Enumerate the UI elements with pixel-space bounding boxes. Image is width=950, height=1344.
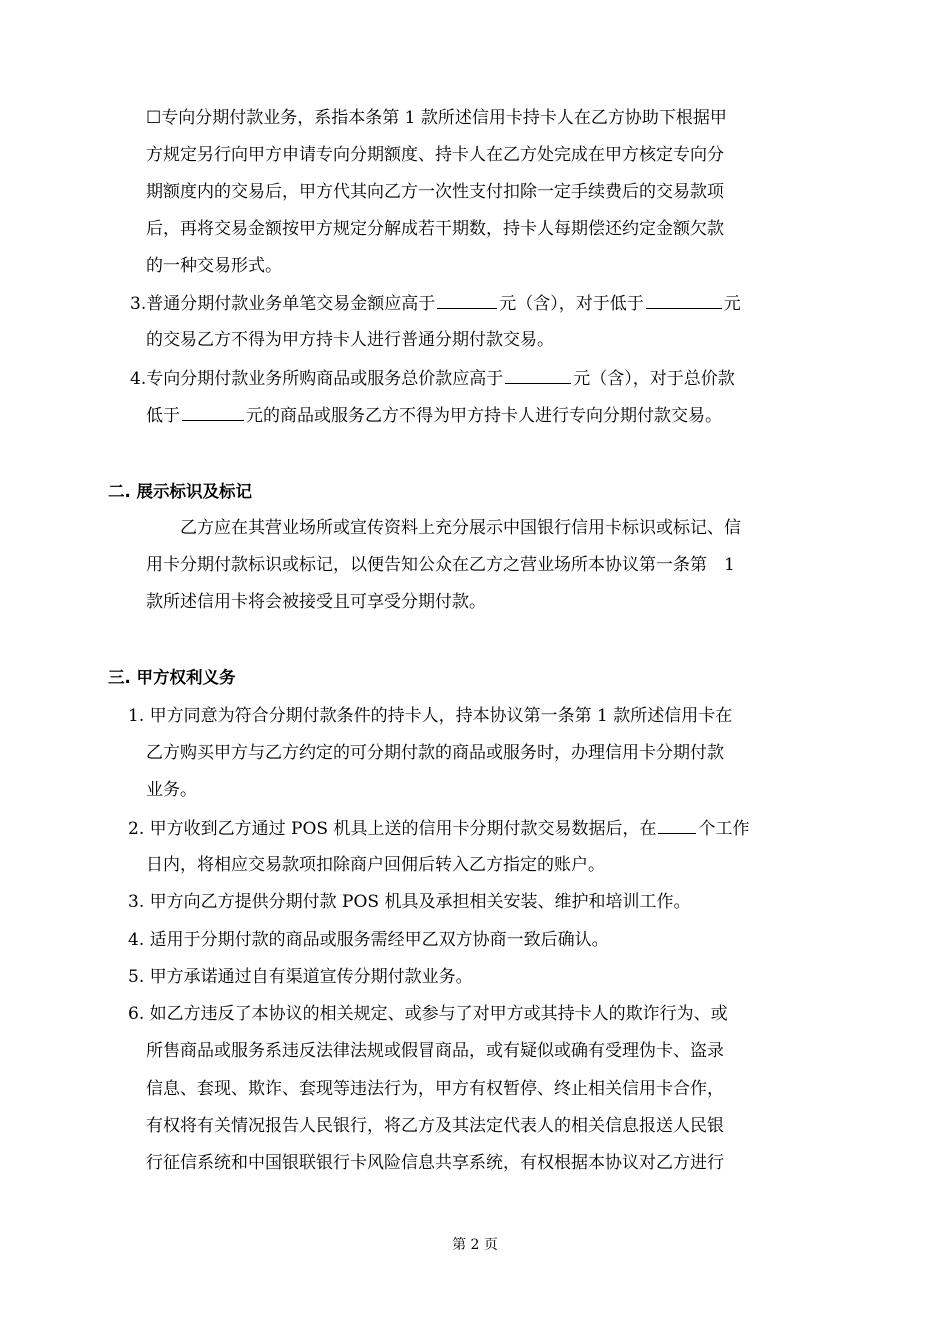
s3-item-6-line-4: 有权将有关情况报告人民银行，将乙方及其法定代表人的相关信息报送人民银 (146, 1116, 724, 1136)
item-number: 5. (128, 967, 145, 987)
item-3-line-2: 的交易乙方不得为甲方持卡人进行普通分期付款交易。 (146, 330, 554, 350)
item-number: 1. (128, 706, 145, 726)
special-installment-line-5: 的一种交易形式。 (146, 256, 282, 276)
s3-item-2-line-1: 2. 甲方收到乙方通过 POS 机具上送的信用卡分期付款交易数据后，在 个工作 (128, 816, 749, 841)
days-blank[interactable] (658, 816, 696, 834)
item-3-line-1: 3.普通分期付款业务单笔交易金额应高于 元（含），对于低于 元 (130, 291, 741, 316)
s3-item-1-line-1: 1. 甲方同意为符合分期付款条件的持卡人，持本协议第一条第 1 款所述信用卡在 (128, 706, 733, 726)
special-installment-line-3: 期额度内的交易后，甲方代其向乙方一次性支付扣除一定手续费后的交易款项 (146, 182, 724, 202)
item-4-line-2: 低于 元的商品或服务乙方不得为甲方持卡人进行专向分期付款交易。 (146, 403, 722, 428)
item-number: 3. (128, 892, 145, 912)
special-installment-line-2: 方规定另行向甲方申请专向分期额度、持卡人在乙方处完成在甲方核定专向分 (146, 145, 724, 165)
special-installment-line-4: 后，再将交易金额按甲方规定分解成若干期数，持卡人每期偿还约定金额欠款 (146, 219, 724, 239)
s3-item-1-line-3: 业务。 (146, 780, 197, 800)
s3-item-6-line-3: 信息、套现、欺诈、套现等违法行为，甲方有权暂停、终止相关信用卡合作， (146, 1079, 724, 1099)
item-number: 3. (130, 294, 147, 314)
section-2-line-2: 用卡分期付款标识或标记，以便告知公众在乙方之营业场所本协议第一条第 1 (146, 555, 735, 575)
item-number: 6. (128, 1004, 145, 1024)
s3-item-5-line-1: 5. 甲方承诺通过自有渠道宣传分期付款业务。 (128, 967, 473, 987)
section-2-line-1: 乙方应在其营业场所或宣传资料上充分展示中国银行信用卡标识或标记、信 (180, 518, 741, 538)
section-2-line-3: 款所述信用卡将会被接受且可享受分期付款。 (146, 592, 486, 612)
amount-blank[interactable] (182, 403, 244, 421)
item-number: 2. (128, 819, 145, 839)
s3-item-2-line-2: 日内，将相应交易款项扣除商户回佣后转入乙方指定的账户。 (146, 855, 605, 875)
s3-item-6-line-5: 行征信系统和中国银联银行卡风险信息共享系统，有权根据本协议对乙方进行 (146, 1153, 724, 1173)
item-number: 4. (130, 369, 147, 389)
s3-item-6-line-1: 6. 如乙方违反了本协议的相关规定、或参与了对甲方或其持卡人的欺诈行为、或 (128, 1004, 728, 1024)
amount-blank[interactable] (437, 291, 497, 309)
item-4-line-1: 4.专向分期付款业务所购商品或服务总价款应高于 元（含），对于总价款 (130, 366, 735, 391)
s3-item-6-line-2: 所售商品或服务系违反法律法规或假冒商品，或有疑似或确有受理伪卡、盗录 (146, 1041, 724, 1061)
s3-item-4-line-1: 4. 适用于分期付款的商品或服务需经甲乙双方协商一致后确认。 (128, 930, 609, 950)
amount-blank[interactable] (505, 366, 571, 384)
section-2-heading: 二. 展示标识及标记 (108, 482, 253, 501)
checkbox-icon: ☐ (146, 108, 162, 128)
special-installment-line-1: ☐专向分期付款业务，系指本条第 1 款所述信用卡持卡人在乙方协助下根据甲 (146, 108, 727, 128)
s3-item-3-line-1: 3. 甲方向乙方提供分期付款 POS 机具及承担相关安装、维护和培训工作。 (128, 892, 691, 912)
section-3-heading: 三. 甲方权利义务 (108, 668, 236, 687)
s3-item-1-line-2: 乙方购买甲方与乙方约定的可分期付款的商品或服务时，办理信用卡分期付款 (146, 743, 724, 763)
amount-blank[interactable] (646, 291, 722, 309)
item-number: 4. (128, 930, 145, 950)
page-number: 第 2 页 (452, 1237, 498, 1253)
